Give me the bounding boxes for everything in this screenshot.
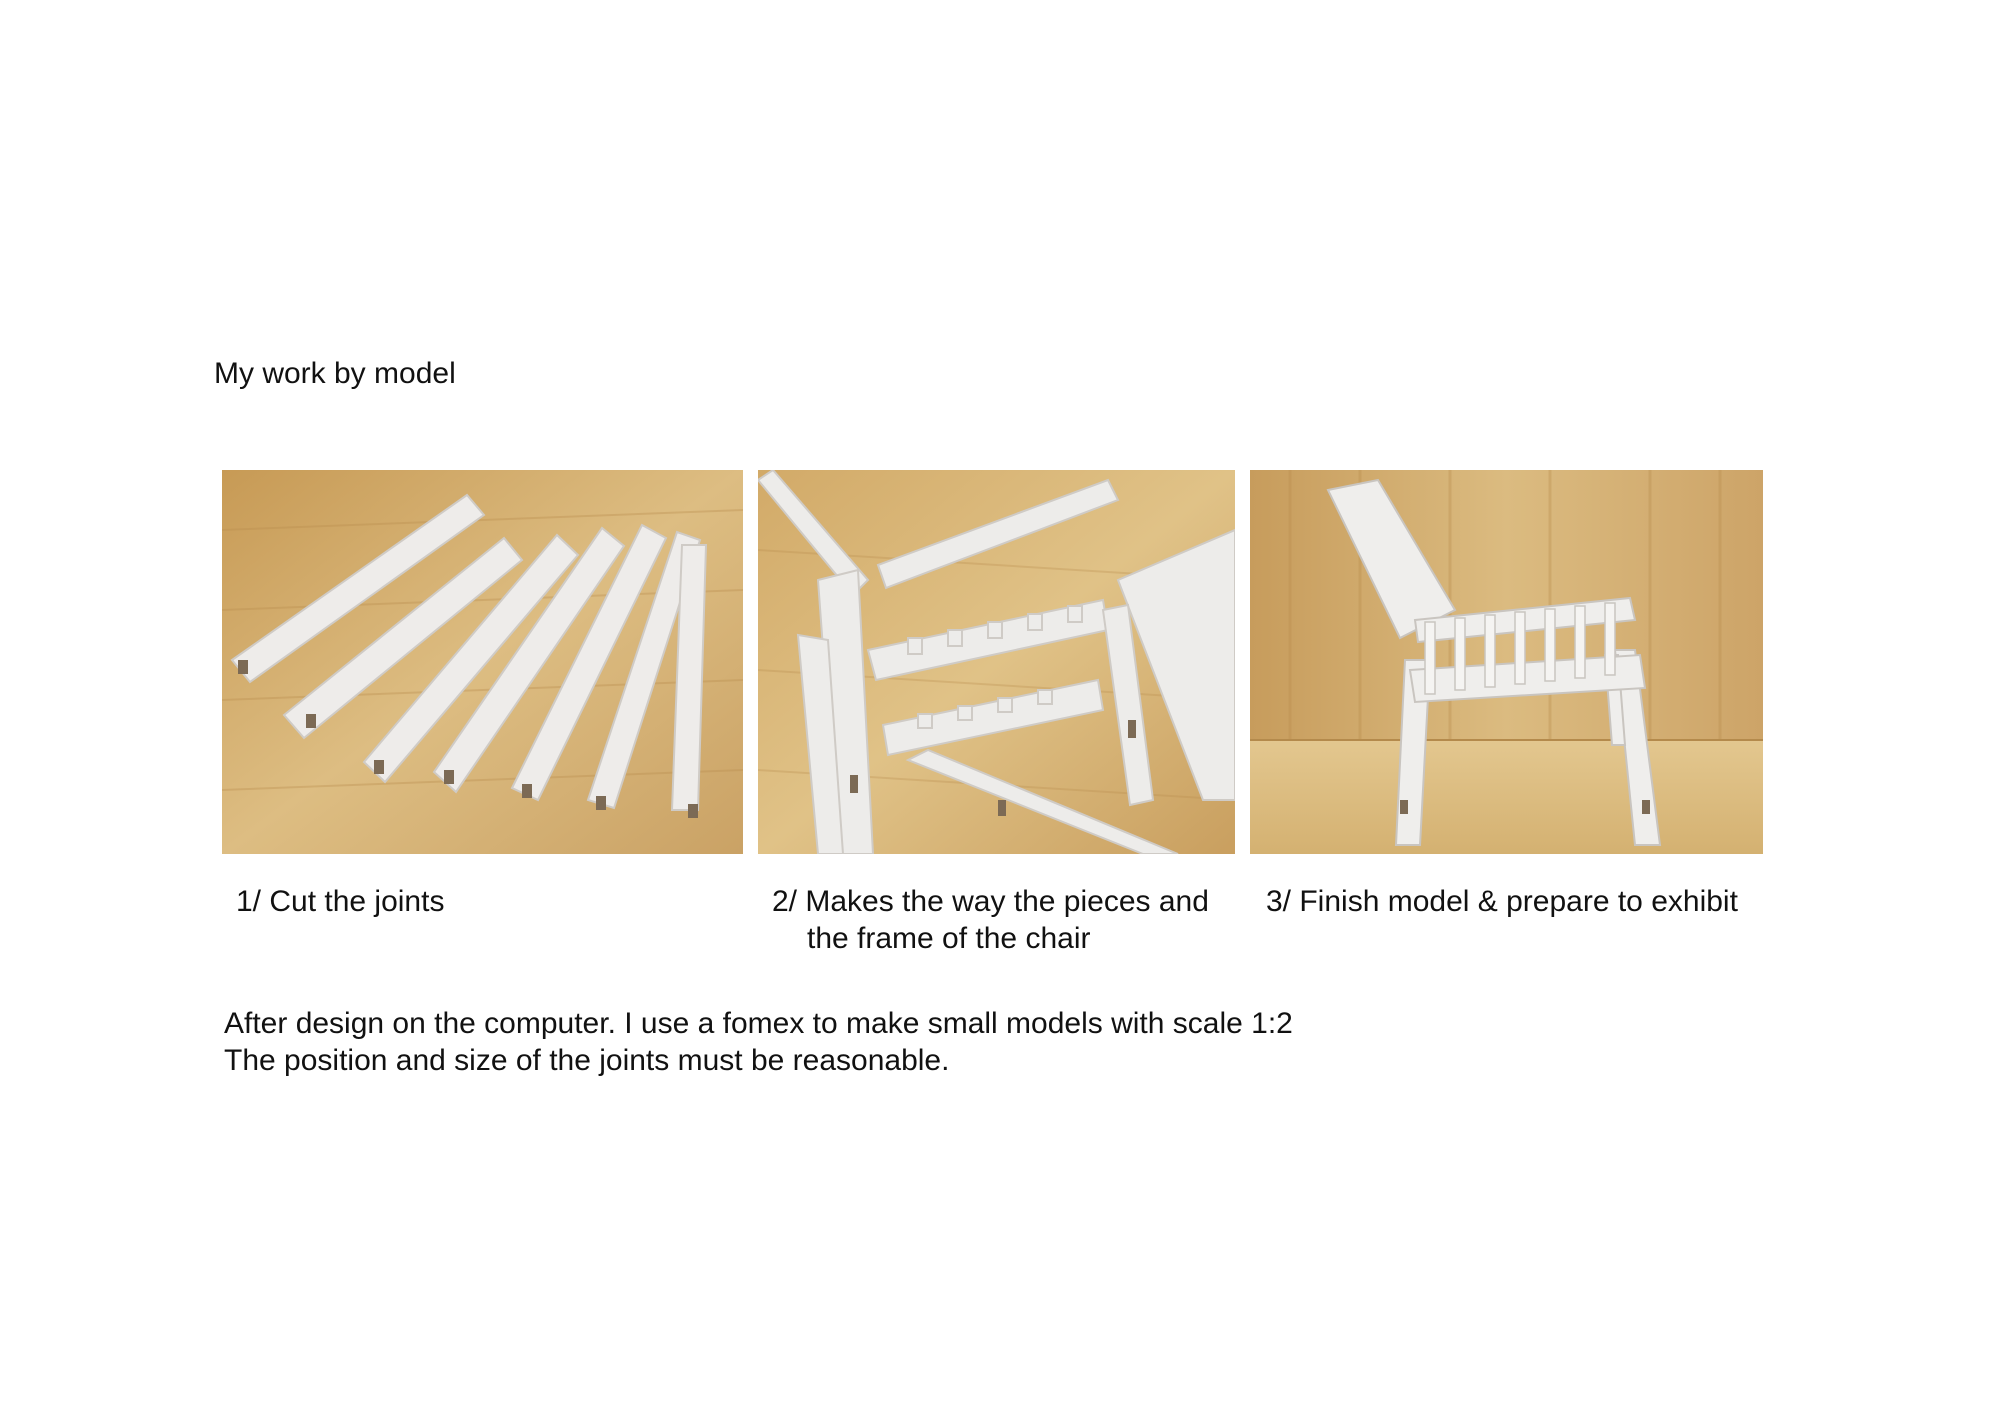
caption-step-1-text: 1/ Cut the joints [236,885,445,918]
caption-step-2-line1: 2/ Makes the way the pieces and [772,885,1209,918]
description-line-2: The position and size of the joints must be reasonable. [224,1044,950,1077]
caption-step-1 [236,883,716,920]
finished-chair-icon [1250,470,1763,854]
photo-finished-chair [1250,470,1763,854]
page-title: My work by model [214,357,456,390]
caption-step-3 [1266,883,1766,920]
photo-cut-joints [222,470,743,854]
caption-step-3-text: 3/ Finish model & prepare to exhibit [1266,885,1738,918]
photo-frame-pieces [758,470,1235,854]
cut-pieces-icon [222,470,743,854]
description [224,1005,1293,1079]
description-line-1: After design on the computer. I use a fomex to make small models with scale 1:2 [224,1007,1293,1040]
caption-step-2-line2: the frame of the chair [807,922,1091,955]
caption-step-2 [772,883,1232,957]
chair-frame-pieces-icon [758,470,1235,854]
